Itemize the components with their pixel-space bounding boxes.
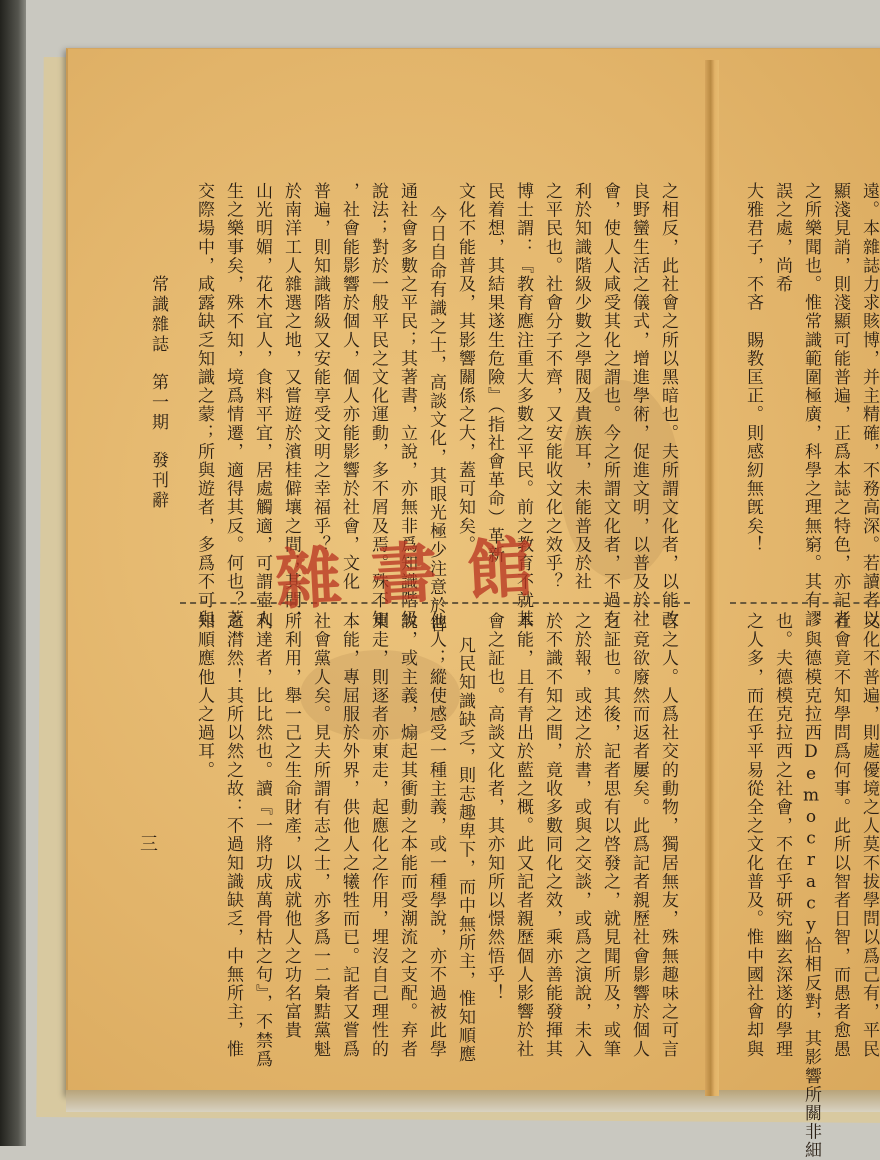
text-column: 本能，專屈服於外界，供他人之犧牲而已。記者又嘗爲 — [339, 612, 359, 1059]
text-column: 利達者，比比然也。讀『一將功成萬骨枯之句』，不禁爲 — [252, 612, 272, 1069]
issue-label: 第一期 — [148, 373, 168, 433]
text-column: 之潸然！其所以然之故：不過知識缺乏，中無所主，惟 — [223, 612, 243, 1059]
text-column: 普遍，則知識階級又安能享受文明之幸福乎？ — [310, 182, 330, 554]
text-column: 博士謂：『教育應注重大多數之平民。前之教育不就其 — [513, 182, 533, 629]
text-column: 交際場中，咸露缺乏知識之蒙；所與遊者，多爲不可與 — [194, 182, 214, 629]
text-column: 說法；對於一般平民之文化運動，多不屑及焉。殊不知 — [368, 182, 388, 629]
text-column: 凡民知識缺乏，則志趣卑下，而中無所主，惟知順應 — [455, 636, 475, 1064]
text-column: 之人多，而在乎平易從全之文化普及。惟中國社會却與 — [743, 612, 763, 1059]
text-column: 東走，則逐者亦東走，起應化之作用，埋沒自己理性的 — [368, 612, 388, 1059]
text-column: 今日自命有識之士，高談文化，其眼光極少注意於普 — [426, 206, 446, 634]
journal-title: 常識雜誌 — [148, 275, 168, 355]
text-column: ，竟欲廢然而返者屢矣。此爲記者親歷社會影響於個人 — [629, 612, 649, 1059]
section-label: 發刊辭 — [148, 451, 168, 511]
text-column: 民着想，其結果遂生危險』（指社會革命）革新 — [484, 182, 504, 565]
text-column: 所利用，舉一己之生命財產，以成就他人之功名富貴 — [281, 612, 301, 1040]
text-column: 也。夫德模克拉西之社會，不在乎研究幽玄深遂的學理 — [772, 612, 792, 1059]
text-column: 之相反，此社會之所以黑暗也。夫所謂文化者，以能改 — [658, 182, 678, 629]
text-column: 言之人。人爲社交的動物，獨居無友，殊無趣味之可言 — [658, 612, 678, 1059]
text-column: 社會黨人矣。見夫所謂有志之士，亦多爲一二梟黠黨魁 — [310, 612, 330, 1059]
text-column: 生之樂事矣，殊不知，境爲情遷，適得其反。何也？蓋 — [223, 182, 243, 629]
text-column: 顯淺見誚，則淺顯可能普遍，正爲本誌之特色，亦記者 — [830, 182, 850, 629]
text-column: 之証也。其後，記者思有以啓發之，就見聞所及，或筆 — [600, 612, 620, 1059]
text-column: 會之証也。高談文化者，其亦知所以憬然悟乎！ — [484, 612, 504, 1003]
text-column: 會，使人人咸受其化之謂也。今之所謂文化者，不過有 — [600, 182, 620, 629]
text-column: 之於報，或述之於書，或與之交談，或爲之演說，未入 — [571, 612, 591, 1059]
text-column: ；與德模克拉西Democracy恰相反對，其影響所關非細 — [801, 612, 821, 1160]
section-divider — [730, 602, 880, 604]
running-header — [146, 275, 171, 511]
page-bottom-edge — [66, 1090, 880, 1112]
text-column: 說，或主義，煽起其衝動之本能而受潮流之支配。弃者 — [397, 612, 417, 1059]
text-column: 本能，且有青出於藍之概。此又記者親歷個人影響於社 — [513, 612, 533, 1059]
text-column: 大雅君子，不吝 賜教匡正。則感紉無旣矣！ — [743, 182, 763, 554]
text-column: 知順應他人之過耳。 — [194, 612, 214, 780]
text-column: 之所樂聞也。惟常識範圍極廣，科學之理無窮。其有謬 — [801, 182, 821, 629]
text-column: 良野蠻生活之儀式，增進學術，促進文明，以普及於社 — [629, 182, 649, 629]
text-column: 他人；縱使感受一種主義，或一種學說，亦不過被此學 — [426, 612, 446, 1059]
page-number: 三 — [140, 834, 158, 855]
text-column: 文化不能普及，其影響關係之大，蓋可知矣。 — [455, 182, 475, 554]
text-column: 利於知識階級少數之學閥及貴族耳，未能普及於社 — [571, 182, 591, 592]
text-column: 誤之處，尚希 — [772, 182, 792, 294]
text-column: 山光明媚，花木宜人，食料平宜，居處觸適，可謂壺人 — [252, 182, 272, 629]
text-column: 遠。本雜誌力求賅博，并主精確，不務高深。若讀者以 — [859, 182, 879, 629]
scanner-edge-shadow — [0, 0, 26, 1146]
text-column: 於不識不知之間，竟收多數同化之效，乘亦善能發揮其 — [542, 612, 562, 1059]
text-column: 文化不普遍，則處優境之人莫不拔學問以爲己有，平民 — [859, 612, 879, 1059]
text-column: 通社會多數之平民；其著書，立說，亦無非爲知識階級 — [397, 182, 417, 629]
text-column: 於南洋工人雜選之地，又嘗遊於濱桂僻壤之間；其間， — [281, 182, 301, 629]
text-column: ，社會能影響於個人，個人亦能影響於社會，文化 — [339, 182, 359, 592]
page-fold-crease — [705, 60, 719, 1096]
text-column: 之平民也。社會分子不齊，又安能收文化之效乎？ — [542, 182, 562, 592]
library-stamp: 雜書館 — [273, 526, 566, 620]
text-column: 社會竟不知學問爲何事。此所以智者日智，而愚者愈愚 — [830, 612, 850, 1059]
